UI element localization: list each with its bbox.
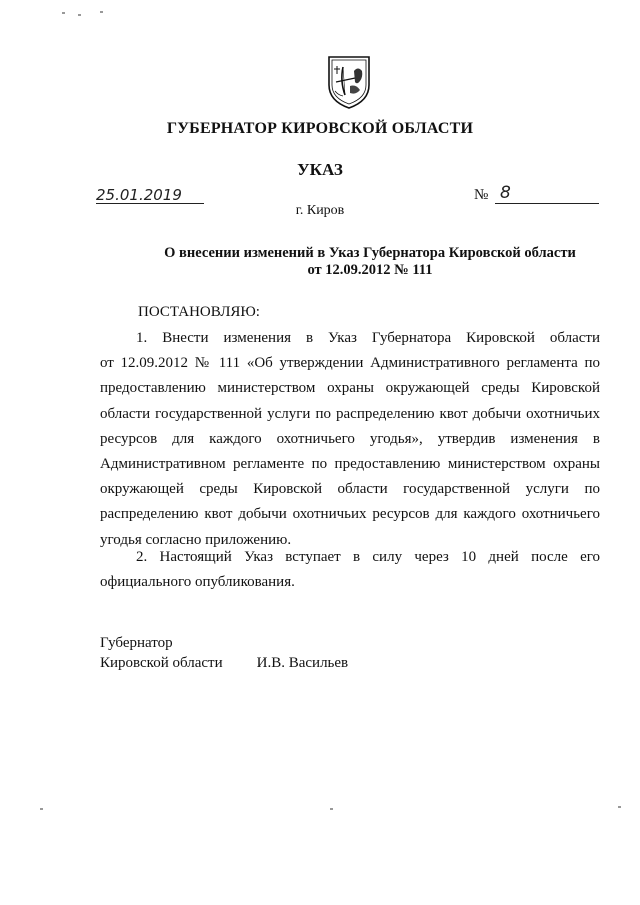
document-number: 8	[500, 183, 511, 203]
authority-title: ГУБЕРНАТОР КИРОВСКОЙ ОБЛАСТИ	[166, 120, 474, 137]
paragraph-1	[100, 326, 600, 553]
paragraph-line: распределению квот добычи охотничьих ресурсов для каждого охотничьего	[100, 506, 600, 523]
scan-speck	[78, 14, 81, 16]
paragraph-line: области государственной услуги по распределению квот добычи охотничьих	[100, 405, 600, 422]
signatory-name: И.В. Васильев	[256, 655, 349, 671]
subject-line-1: О внесении изменений в Указ Губернатора Кировской области	[164, 245, 576, 261]
scan-speck	[330, 808, 333, 810]
paragraph-line: окружающей среды Кировской области государственной услуги по	[100, 481, 600, 498]
signatory-title-2: Кировской области	[100, 655, 223, 671]
decree-word: ПОСТАНОВЛЯЮ:	[138, 304, 260, 320]
scan-speck	[100, 11, 103, 13]
subject-line-2: от 12.09.2012 № 111	[307, 262, 433, 279]
paragraph-line: предоставлению министерством охраны окружающей среды Кировской	[100, 380, 600, 397]
scan-speck	[62, 12, 65, 14]
decree-subject	[100, 245, 640, 280]
paragraph-line: официального опубликования.	[100, 574, 295, 591]
paragraph-line: угодья согласно приложению.	[100, 531, 292, 548]
paragraph-line: 2. Настоящий Указ вступает в силу через 10 дней после его	[136, 549, 600, 565]
scan-speck	[40, 808, 43, 810]
paragraph-line: Административном регламенте по предоставлению министерством охраны	[100, 455, 600, 472]
signatory-title-1: Губернатор	[100, 635, 173, 651]
paragraph-line: ресурсов для каждого охотничьего угодья», утвердив изменения в	[100, 430, 600, 447]
city: г. Киров	[295, 203, 345, 218]
signature-block	[100, 633, 348, 673]
document-date: 25.01.2019	[96, 186, 182, 204]
number-sign: №	[474, 187, 489, 203]
paragraph-line: 1. Внести изменения в Указ Губернатора Кировской области	[136, 330, 600, 346]
document-type: УКАЗ	[297, 160, 343, 179]
paragraph-line: от 12.09.2012 № 111 «Об утверждении Административного регламента по	[100, 355, 600, 372]
paragraph-2	[100, 545, 600, 595]
scan-speck	[618, 806, 621, 808]
coat-of-arms-icon	[326, 55, 372, 110]
